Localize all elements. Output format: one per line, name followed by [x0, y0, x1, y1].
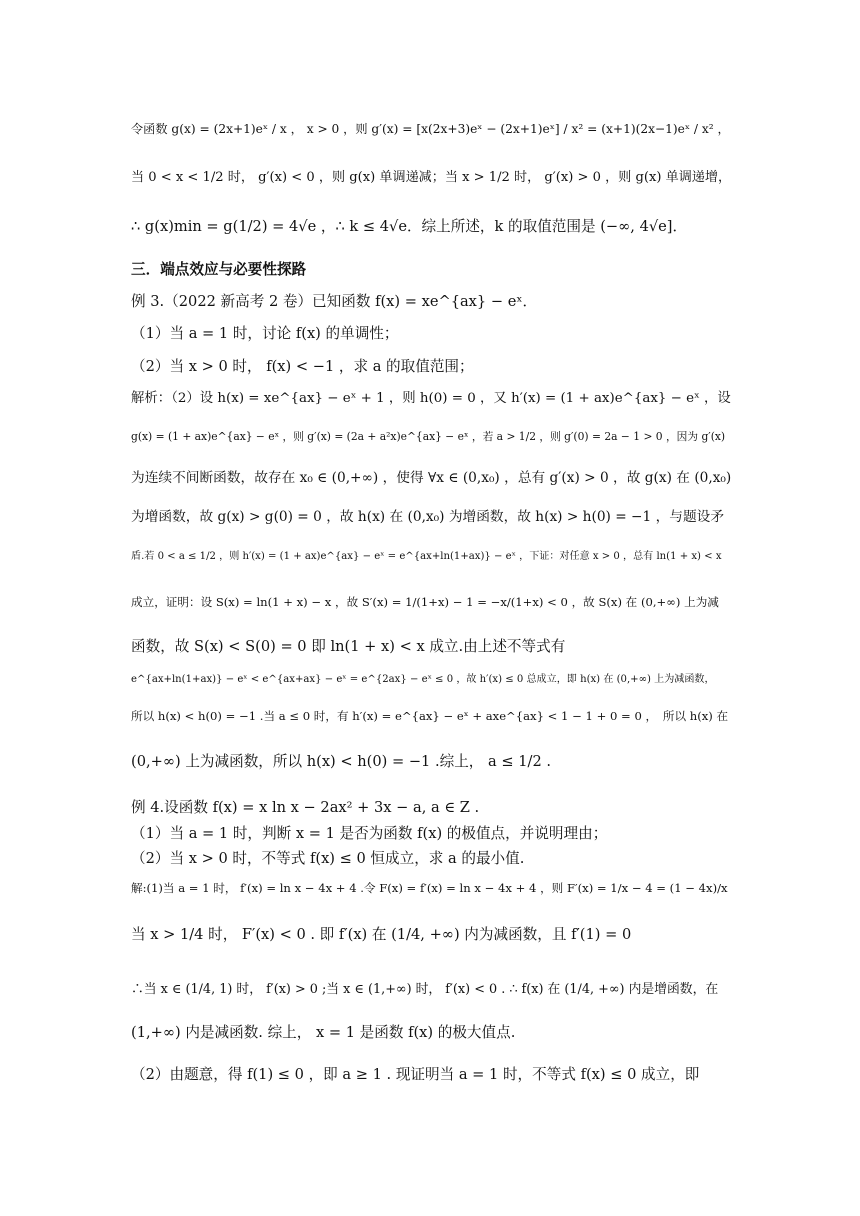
text-line: 解:(1)当 a = 1 时， f′(x) = ln x − 4x + 4 .令 F(x) = f′(x) = ln x − 4x + 4 ，则 F′(x) = 1/x − 4 = (1 − 4x)/x — [131, 881, 728, 895]
example-title: 例 4.设函数 f(x) = x ln x − 2ax² + 3x − a, a ∈ Z . — [131, 799, 480, 816]
text-line: ∴当 x ∈ (1/4, 1) 时， f′(x) > 0 ;当 x ∈ (1,+∞) 时， f′(x) < 0 . ∴ f(x) 在 (1/4, +∞) 内是增函数，在 — [131, 982, 719, 997]
text-line: 为增函数，故 g(x) > g(0) = 0 ，故 h(x) 在 (0,x₀) 为增函数，故 h(x) > h(0) = −1 ，与题设矛 — [131, 509, 725, 525]
text-line: (1,+∞) 内是减函数. 综上， x = 1 是函数 f(x) 的极大值点. — [131, 1024, 516, 1041]
text-line: （1）当 a = 1 时，判断 x = 1 是否为函数 f(x) 的极值点，并说明理由； — [131, 825, 608, 842]
text-line: 当 x > 1/4 时， F′(x) < 0 . 即 f′(x) 在 (1/4, +∞) 内为减函数，且 f′(1) = 0 — [131, 926, 632, 943]
text-line: g(x) = (1 + ax)e^{ax} − eˣ ，则 g′(x) = (2a + a²x)e^{ax} − eˣ ，若 a > 1/2 ，则 g′(0) = 2a − 1 > 0 ，因为 g′(x) — [131, 430, 726, 443]
text-line: （1）当 a = 1 时，讨论 f(x) 的单调性； — [131, 325, 399, 342]
text-line: （2）当 x > 0 时，不等式 f(x) ≤ 0 恒成立，求 a 的最小值. — [131, 850, 525, 867]
text-line: 为连续不间断函数，故存在 x₀ ∈ (0,+∞) ，使得 ∀x ∈ (0,x₀) ，总有 g′(x) > 0 ，故 g(x) 在 (0,x₀) — [131, 470, 732, 486]
text-line: 所以 h(x) < h(0) = −1 .当 a ≤ 0 时，有 h′(x) = e^{ax} − eˣ + axe^{ax} < 1 − 1 + 0 = 0 ， 所以 h(x) 在 — [131, 709, 729, 723]
text-line: 函数，故 S(x) < S(0) = 0 即 ln(1 + x) < x 成立.由上述不等式有 — [131, 638, 566, 655]
text-line: 令函数 g(x) = (2x+1)eˣ / x ， x > 0 ，则 g′(x) = [x(2x+3)eˣ − (2x+1)eˣ] / x² = (x+1)(2x−1)eˣ / x² ， — [131, 122, 730, 136]
text-line: ∴ g(x)min = g(1/2) = 4√e ，∴ k ≤ 4√e．综上所述，k 的取值范围是 (−∞, 4√e]． — [131, 218, 688, 235]
text-line: （2）由题意，得 f(1) ≤ 0 ，即 a ≥ 1 . 现证明当 a = 1 时，不等式 f(x) ≤ 0 成立，即 — [131, 1066, 700, 1083]
text-line: 解析：（2）设 h(x) = xe^{ax} − eˣ + 1 ，则 h(0) = 0 ，又 h′(x) = (1 + ax)e^{ax} − eˣ ，设 — [131, 391, 731, 406]
text-line: e^{ax+ln(1+ax)} − eˣ < e^{ax+ax} − eˣ = e^{2ax} − eˣ ≤ 0 ，故 h′(x) ≤ 0 总成立，即 h(x) 在 (0,+∞) 上为减函数， — [131, 674, 715, 685]
text-line: （2）当 x > 0 时， f(x) < −1 ，求 a 的取值范围； — [131, 358, 474, 375]
example-title: 例 3.（2022 新高考 2 卷）已知函数 f(x) = xe^{ax} − eˣ． — [131, 293, 538, 310]
text-line: 盾.若 0 < a ≤ 1/2 ，则 h′(x) = (1 + ax)e^{ax} − eˣ = e^{ax+ln(1+ax)} − eˣ ，下证：对任意 x > 0 ，总有 ln(1 + x) < x — [131, 551, 722, 562]
section-heading: 三．端点效应与必要性探路 — [131, 261, 307, 278]
text-line: 当 0 < x < 1/2 时， g′(x) < 0 ，则 g(x) 单调递减；当 x > 1/2 时， g′(x) > 0 ，则 g(x) 单调递增， — [131, 170, 732, 185]
text-line: 成立，证明：设 S(x) = ln(1 + x) − x ，故 S′(x) = 1/(1+x) − 1 = −x/(1+x) < 0 ，故 S(x) 在 (0,+∞) 上为减 — [131, 595, 719, 609]
text-line: (0,+∞) 上为减函数，所以 h(x) < h(0) = −1 .综上， a ≤ 1/2 . — [131, 753, 552, 770]
